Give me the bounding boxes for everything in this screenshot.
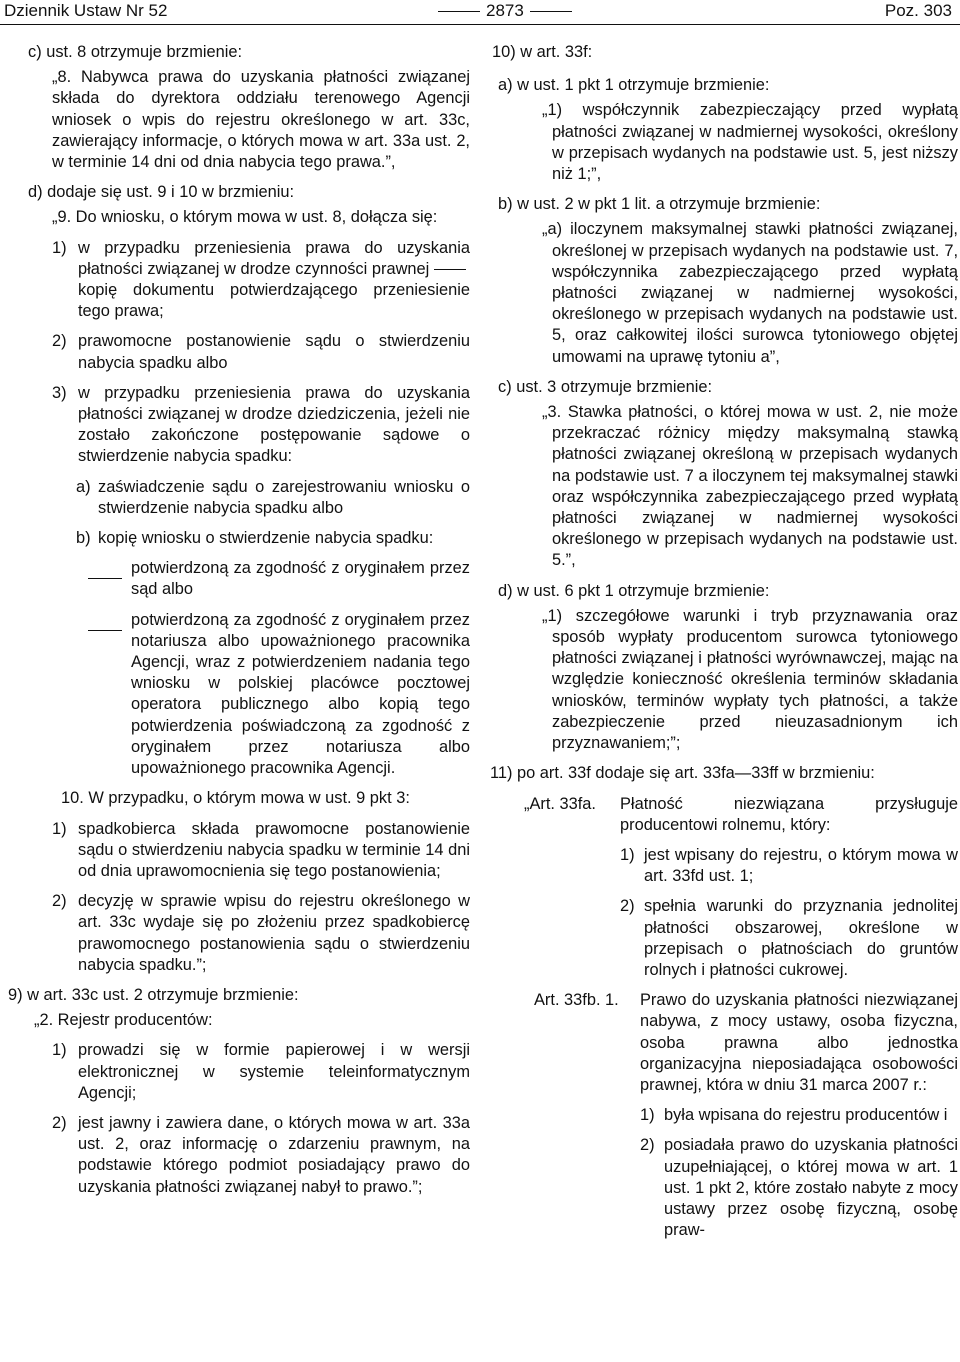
dash-text: potwierdzoną za zgodność z oryginałem przez notariusza albo upoważnionego pracownika Agencji, wraz z potwierdzeniem nadania tego wniosku w polskiej placówce pocztowej operatora publicznego albo kopią tego potwierdzenia poświadczoną za zgodność z oryginałem przez notariusza albo upoważnionego pracownika Agencji.	[131, 610, 470, 778]
right-column	[492, 42, 958, 1250]
position-number: Poz. 303	[884, 1, 952, 20]
article-33fa-point-2	[620, 896, 958, 981]
point-label: 1)	[52, 819, 67, 838]
article-text: Prawo do uzyskania płatności niezwiązanej nabywa, z mocy ustawy, osoba fizyczna, osoba prawna albo jednostka organizacyjna nieposiadająca osobowości prawnej, która w dniu 31 marca 2007 r.:	[640, 991, 958, 1094]
paragraph-10-text: 10. W przypadku, o którym mowa w ust. 9 pkt 3:	[61, 789, 410, 808]
page-number-value: 2873	[486, 1, 524, 20]
item-9-intro: 9) w art. 33c ust. 2 otrzymuje brzmienie:	[8, 985, 299, 1004]
point-text: prowadzi się w formie papierowej i w wersji elektronicznej w systemie teleinformatycznym Agencji;	[78, 1041, 470, 1102]
letter-text: kopię wniosku o stwierdzenie nabycia spadku:	[98, 529, 434, 548]
amendment-b-intro: b) w ust. 2 w pkt 1 lit. a otrzymuje brzmienie:	[498, 195, 821, 214]
point-text: posiadała prawo do uzyskania płatności uzupełniającej, o której mowa w art. 1 ust. 1 pkt 2, które zostało nabyte z mocy ustawy przez osobę fizyczną, osobę praw-	[664, 1136, 958, 1240]
dash-item-2	[88, 610, 470, 780]
point-label: 2)	[52, 892, 67, 911]
point-text: w przypadku przeniesienia prawa do uzyskania płatności związanej w drodze czynności prawnej	[78, 238, 470, 278]
point-label: 1)	[52, 1041, 67, 1060]
registry-point-2	[52, 1113, 470, 1198]
article-label: „Art. 33fa.	[524, 794, 596, 813]
amendment-c-intro-right: c) ust. 3 otrzymuje brzmienie:	[498, 377, 713, 396]
paragraph-8-text: „8. Nabywca prawa do uzyskania płatności związanej składa do dyrektora oddziału terenowego Agencji wniosek o wpis do rejestru określonego w art. 33c, zawierający informacje, o których mowa w art. 33a ust. 2, w terminie 14 dni od dnia nabycia tego prawa.”,	[52, 68, 470, 172]
letter-label: b)	[76, 529, 91, 548]
header-rule	[0, 24, 960, 25]
article-33fa-point-1	[620, 845, 958, 887]
left-column	[8, 42, 470, 1207]
amendment-c-intro: c) ust. 8 otrzymuje brzmienie:	[28, 43, 243, 61]
article-33fb-point-1	[640, 1105, 958, 1126]
amendment-b-text: „a) iloczynem maksymalnej stawki płatności związanej, określonej w przepisach wydanych na podstawie ust. 7, współczynnika zabezpieczającego przed wypłatą płatności związanej w nadmiernej wysokości, określonego w przepisach wydanych na podstawie ust. 5, oraz całkowitej ilości surowca tytoniowego objętej umowami na uprawę tytoniu a”,	[542, 220, 958, 366]
point-9-3	[52, 383, 470, 468]
article-33fa	[524, 794, 958, 836]
point-label: 3)	[52, 383, 67, 402]
dash-item-1	[88, 558, 470, 600]
letter-label: a)	[76, 477, 91, 496]
letter-text: zaświadczenie sądu o zarejestrowaniu wniosku o stwierdzenie nabycia spadku albo	[98, 477, 470, 517]
article-text: Płatność niezwiązana przysługuje producentowi rolnemu, który:	[620, 794, 958, 834]
em-dash	[88, 568, 122, 589]
registry-point-1	[52, 1040, 470, 1104]
item-11-intro: 11) po art. 33f dodaje się art. 33fa—33ff w brzmieniu:	[490, 764, 875, 783]
journal-title: Dziennik Ustaw Nr 52	[4, 1, 168, 20]
dash-text: potwierdzoną za zgodność z oryginałem przez sąd albo	[131, 559, 470, 599]
point-9-1	[52, 238, 470, 323]
page-header	[0, 0, 960, 24]
point-text: decyzję w sprawie wpisu do rejestru określonego w art. 33c wydaje się po złożeniu przez spadkobiercę prawomocnego postanowienia sądu o stwierdzeniu nabycia spadku.”;	[78, 892, 470, 974]
point-text: prawomocne postanowienie sądu o stwierdzeniu nabycia spadku albo	[78, 332, 470, 372]
point-text: jest jawny i zawiera dane, o których mowa w art. 33a ust. 2, oraz informację o zdarzeniu prawnym, na podstawie którego podmiot posiadający prawo do uzyskania płatności związanej nabył to prawo.”;	[78, 1113, 470, 1196]
item-10-intro: 10) w art. 33f:	[492, 43, 593, 61]
article-33fb-point-2	[640, 1135, 958, 1241]
amendment-c-text-right: „3. Stawka płatności, o której mowa w ust. 2, nie może przekraczać różnicy między maksymalną stawką płatności związanej określoną w przepisach wydanych na podstawie ust. 7 a iloczynem tej maksymalnej stawki oraz współczynnika zabezpieczającego przed wypłatą płatności związanej w nadmiernej wysokości określonego w przepisach wydanych na podstawie ust. 5.”,	[542, 403, 958, 570]
point-text: spełnia warunki do przyznania jednolitej płatności obszarowej, określone w przepisach o płatnościach do gruntów rolnych i płatności cukrowej.	[644, 897, 958, 979]
point-label: 2)	[640, 1136, 655, 1155]
registry-paragraph-2: „2. Rejestr producentów:	[34, 1011, 213, 1030]
point-text: jest wpisany do rejestru, o którym mowa w art. 33fd ust. 1;	[644, 845, 958, 886]
point-text-cont: kopię dokumentu potwierdzającego przeniesienie tego prawa;	[78, 281, 470, 321]
article-33fb	[534, 990, 958, 1096]
point-9-2	[52, 331, 470, 373]
paragraph-9-text: „9. Do wniosku, o którym mowa w ust. 8, dołącza się:	[52, 208, 438, 227]
point-10-2	[52, 891, 470, 976]
em-dash	[88, 620, 122, 641]
point-text: spadkobierca składa prawomocne postanowienie sądu o stwierdzeniu nabycia spadku w terminie 14 dni od dnia uprawomocnienia się tego postanowienia;	[78, 819, 470, 880]
point-text: w przypadku przeniesienia prawa do uzyskania płatności związanej w drodze dziedziczenia, jeżeli nie zostało zakończone postępowanie sądowe o stwierdzenie nabycia spadku:	[78, 383, 470, 466]
article-label: Art. 33fb. 1.	[534, 991, 619, 1010]
point-label: 1)	[640, 1106, 655, 1125]
amendment-d-text-right: „1) szczegółowe warunki i tryb przyznawania oraz sposób wypłaty producentom surowca tytoniowego płatności związanej i płatności wyrównawczej, mając na względzie konieczność określenia terminów składania wniosków, terminów wypłaty tych płatności, a także zabezpieczenie przed nieuzasadnionym ich przyznawaniem;”;	[542, 606, 958, 753]
amendment-a-text: „1) współczynnik zabezpieczający przed wypłatą płatności związanej w nadmiernej wysokości, określony w przepisach wydanych na podstawie ust. 5, jest niższy niż 1;”,	[542, 101, 958, 184]
amendment-a-intro: a) w ust. 1 pkt 1 otrzymuje brzmienie:	[498, 76, 770, 95]
point-label: 1)	[52, 238, 67, 257]
point-label: 2)	[52, 332, 67, 351]
letter-9-3-a	[76, 477, 470, 519]
letter-9-3-b	[76, 528, 470, 549]
point-text: była wpisana do rejestru producentów i	[664, 1106, 948, 1125]
point-label: 2)	[620, 897, 635, 916]
amendment-d-intro: d) dodaje się ust. 9 i 10 w brzmieniu:	[28, 183, 295, 202]
em-dash	[434, 269, 466, 270]
point-label: 2)	[52, 1113, 67, 1132]
page-number	[432, 0, 632, 21]
amendment-d-intro-right: d) w ust. 6 pkt 1 otrzymuje brzmienie:	[498, 581, 770, 600]
point-10-1	[52, 819, 470, 883]
point-label: 1)	[620, 845, 635, 864]
